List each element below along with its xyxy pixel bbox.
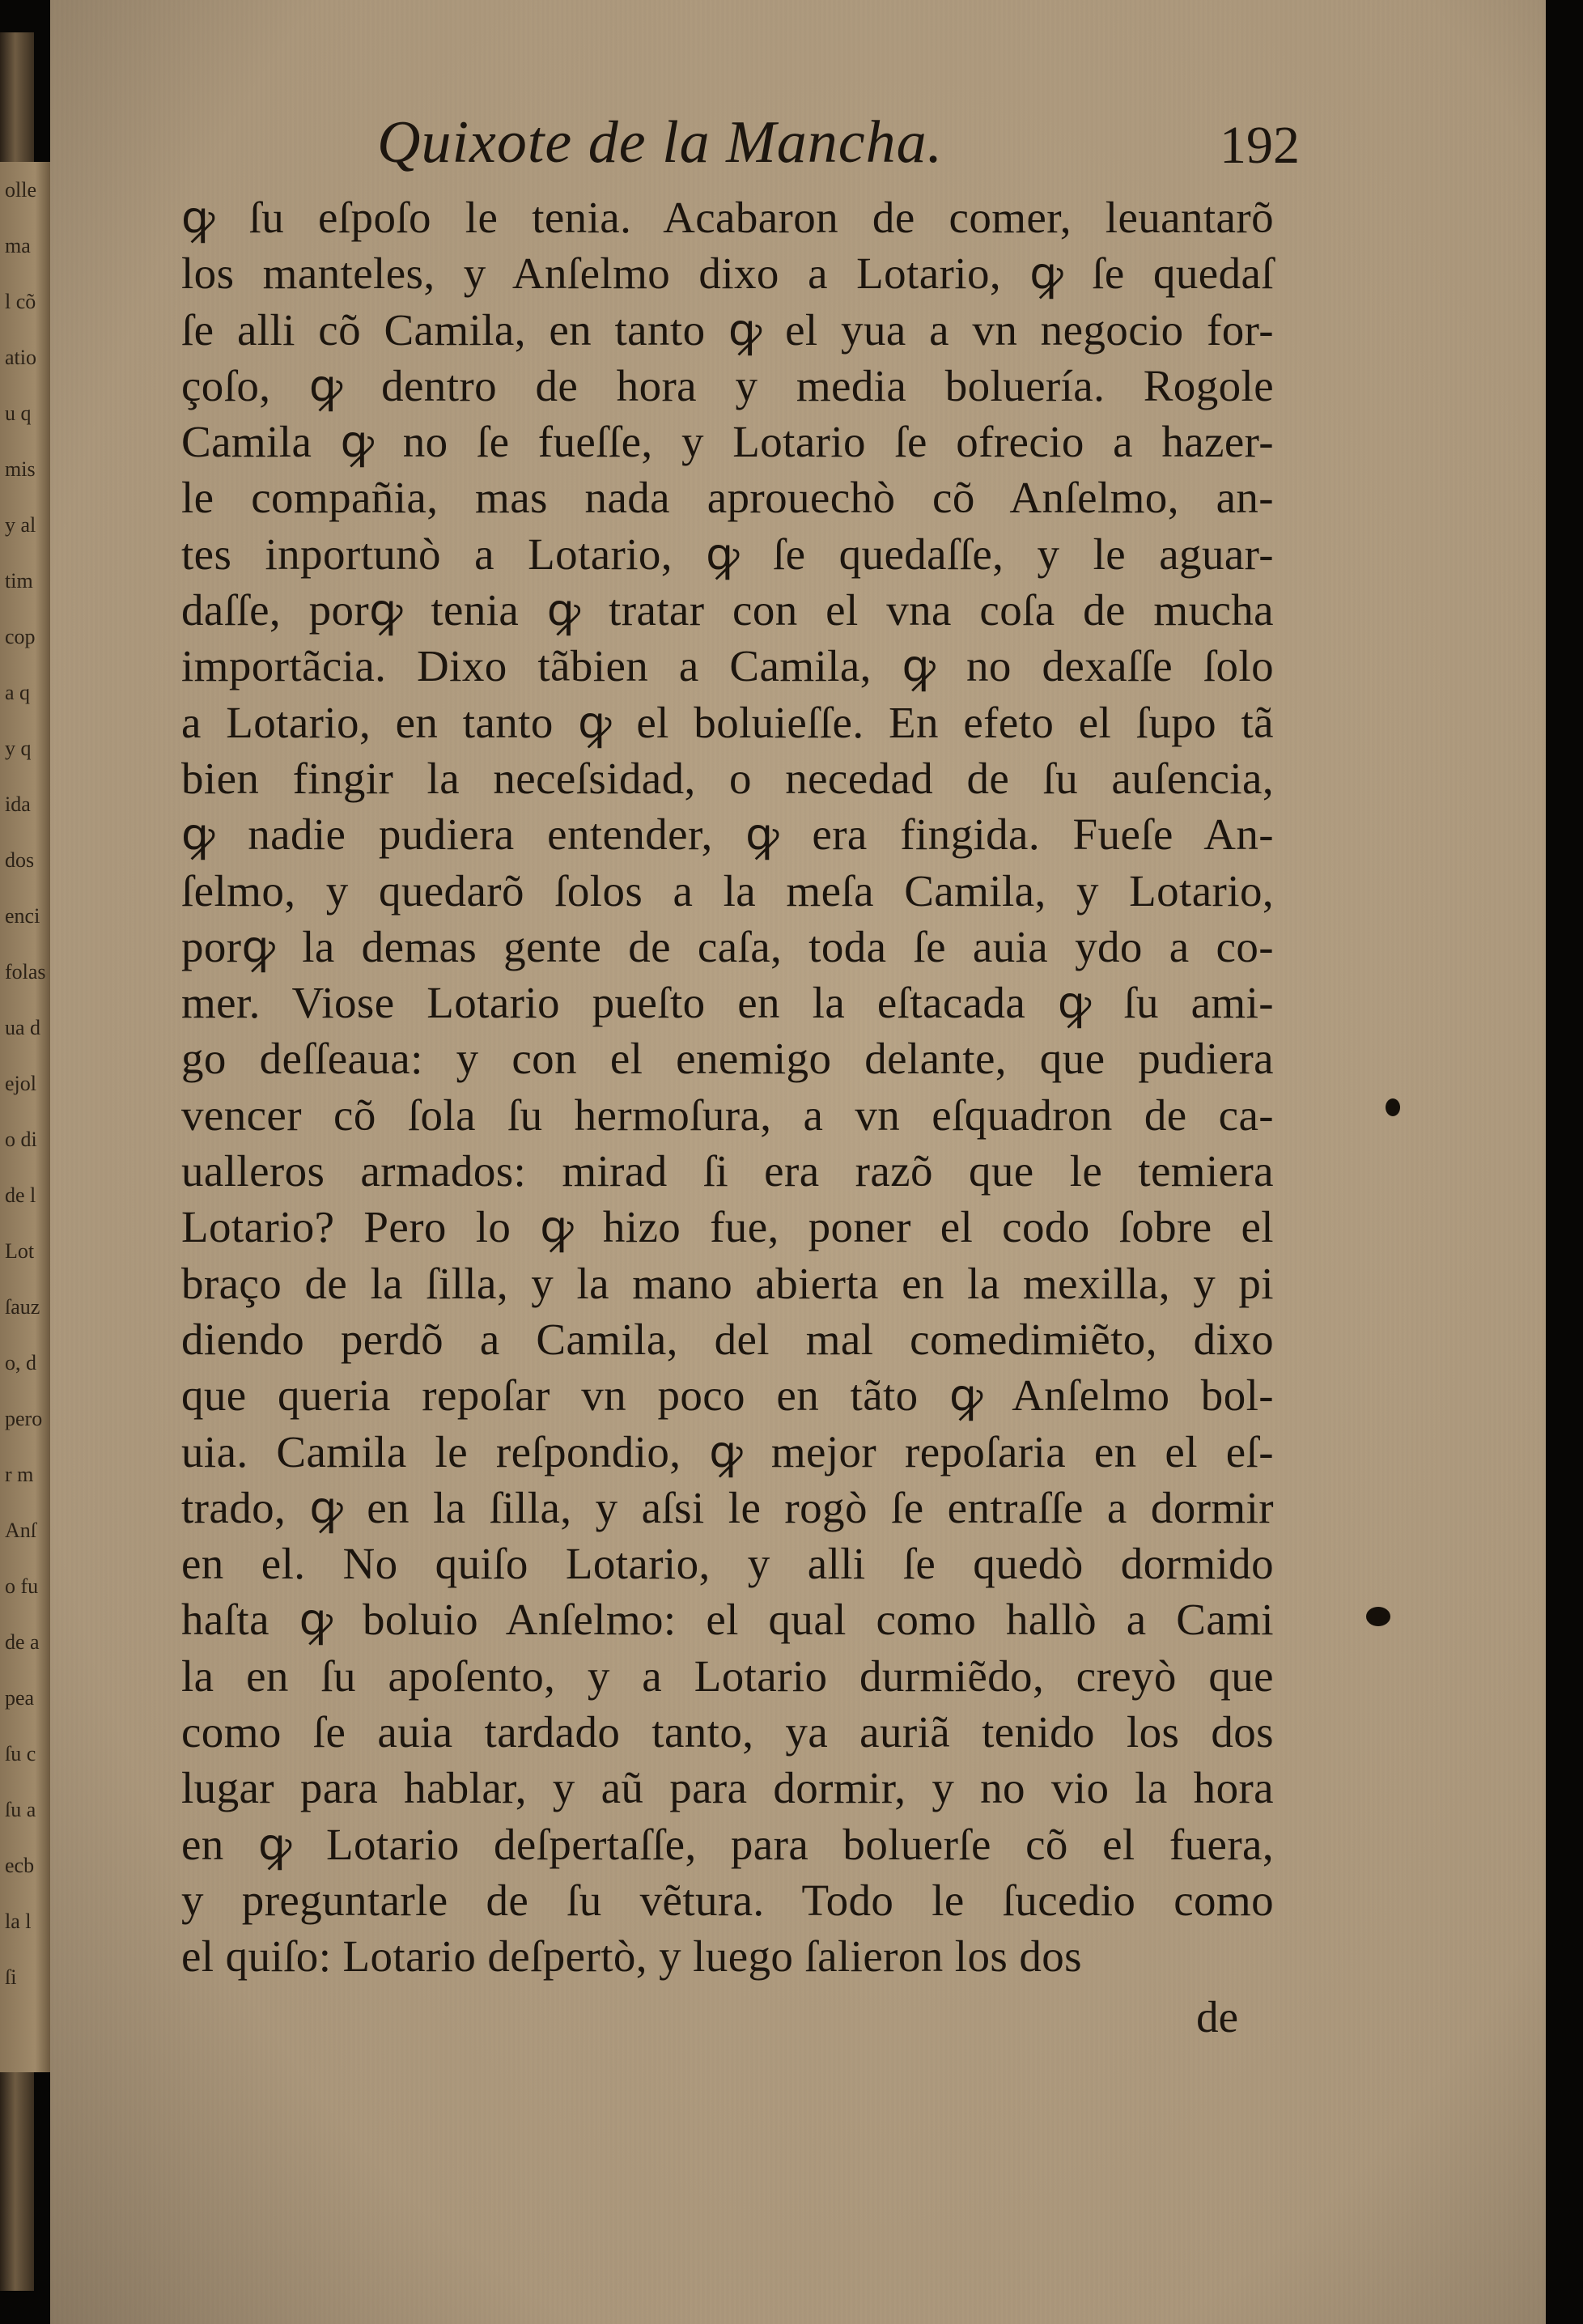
verso-fragment: ſauz [5, 1295, 40, 1319]
text-line: çoſo, ꝙ dentro de hora y media boluería. Rogole [181, 360, 1274, 410]
verso-fragment: la l [5, 1910, 32, 1933]
text-line: a Lotario, en tanto ꝙ el boluieſſe. En efeto el ſupo tã [181, 697, 1274, 747]
verso-fragment: o di [5, 1128, 37, 1151]
text-line: le compañia, mas nada aprouechò cõ Anſelmo, an- [181, 473, 1274, 523]
verso-fragment: y q [5, 737, 32, 760]
text-line: braço de la ſilla, y la mano abierta en la mexilla, y pi [181, 1258, 1274, 1308]
verso-fragment: dos [5, 848, 35, 872]
verso-fragment: o fu [5, 1574, 39, 1598]
folio-number: 192 [1220, 116, 1300, 175]
text-line: en ꝙ Lotario deſpertaſſe, para boluerſe cõ el fuera, [181, 1819, 1274, 1869]
verso-fragment: y al [5, 513, 36, 537]
verso-fragment: pero [5, 1407, 43, 1430]
verso-fragment: Lot [5, 1239, 35, 1263]
text-line: ualleros armados: mirad ſi era razõ que le temiera [181, 1146, 1274, 1196]
verso-fragment: ſu c [5, 1742, 36, 1765]
text-line: la en ſu apoſento, y a Lotario durmiẽdo, creyò que [181, 1651, 1274, 1701]
text-line: y preguntarle de ſu vẽtura. Todo le ſucedio como [181, 1875, 1274, 1925]
verso-fragment: ua d [5, 1016, 41, 1039]
verso-fragment: cop [5, 625, 36, 648]
text-line: mer. Viose Lotario pueſto en la eſtacada ꝙ ſu ami- [181, 978, 1274, 1028]
verso-fragment: de a [5, 1630, 40, 1654]
text-line: que queria repoſar vn poco en tãto ꝙ Anſelmo bol- [181, 1370, 1274, 1421]
page-header [377, 104, 1300, 193]
text-line: en el. No quiſo Lotario, y alli ſe quedò dormido [181, 1539, 1274, 1589]
verso-fragment: enci [5, 904, 40, 928]
text-line: diendo perdõ a Camila, del mal comedimiẽto, dixo [181, 1314, 1274, 1364]
text-line: vencer cõ ſola ſu hermoſura, a vn eſquadron de ca- [181, 1090, 1274, 1140]
verso-fragment: ejol [5, 1072, 36, 1095]
text-line: bien fingir la neceſsidad, o necedad de ſu auſencia, [181, 753, 1274, 803]
text-line: el quiſo: Lotario deſpertò, y luego ſalieron los dos [181, 1931, 1082, 1982]
text-line: Camila ꝙ no ſe fueſſe, y Lotario ſe ofrecio a hazer- [181, 417, 1274, 467]
text-line: los manteles, y Anſelmo dixo a Lotario, ꝙ ſe quedaſ [181, 249, 1274, 299]
text-line: ꝙ nadie pudiera entender, ꝙ era fingida. Fueſe An- [181, 809, 1274, 860]
text-line: como ſe auia tardado tanto, ya auriã tenido los dos [181, 1707, 1274, 1757]
verso-fragment: ecb [5, 1854, 35, 1877]
verso-fragment: pea [5, 1686, 35, 1710]
catchword: de [1196, 1992, 1238, 2041]
text-line: porꝙ la demas gente de caſa, toda ſe auia ydo a co- [181, 921, 1274, 971]
text-line: daſſe, porꝙ tenia ꝙ tratar con el vna coſa de mucha [181, 585, 1274, 635]
verso-fragment: mis [5, 457, 36, 481]
text-line: ſelmo, y quedarõ ſolos a la meſa Camila, y Lotario, [181, 865, 1274, 916]
running-title: Quixote de la Mancha. [377, 109, 944, 176]
text-line: Lotario? Pero lo ꝙ hizo fue, poner el codo ſobre el [181, 1202, 1274, 1252]
text-line: ꝙ ſu eſpoſo le tenia. Acabaron de comer, leuantarõ [181, 193, 1274, 242]
text-line: tes inportunò a Lotario, ꝙ ſe quedaſſe, y le aguar- [181, 529, 1274, 579]
text-line: haſta ꝙ boluio Anſelmo: el qual como hallò a Cami [181, 1595, 1274, 1645]
verso-fragment: ida [5, 792, 31, 816]
verso-fragment: ſi [5, 1965, 17, 1989]
book-page [50, 0, 1546, 2324]
facing-page-strip [0, 162, 50, 2072]
verso-fragment: folas [5, 960, 46, 984]
verso-fragment: atio [5, 346, 36, 369]
verso-fragment: olle [5, 178, 36, 202]
verso-fragment: o, d [5, 1351, 36, 1374]
text-line: uia. Camila le reſpondio, ꝙ mejor repoſaria en el eſ- [181, 1426, 1274, 1476]
verso-fragment: de l [5, 1183, 36, 1207]
verso-fragment: l cõ [5, 290, 36, 313]
text-line: ſe alli cõ Camila, en tanto ꝙ el yua a vn negocio for- [181, 304, 1274, 355]
ink-spot [1386, 1098, 1400, 1116]
verso-fragment: Anſ [5, 1519, 36, 1542]
text-line: lugar para hablar, y aũ para dormir, y no vio la hora [181, 1763, 1274, 1813]
body-text [181, 189, 1274, 1985]
text-line: importãcia. Dixo tãbien a Camila, ꝙ no dexaſſe ſolo [181, 641, 1274, 691]
text-line: go deſſeaua: y con el enemigo delante, que pudiera [181, 1034, 1274, 1084]
text-line: trado, ꝙ en la ſilla, y aſsi le rogò ſe entraſſe a dormir [181, 1482, 1274, 1532]
verso-fragment: tim [5, 569, 33, 593]
ink-spot [1366, 1607, 1390, 1626]
verso-fragment: ma [5, 234, 31, 257]
verso-fragment: r m [5, 1463, 34, 1486]
verso-fragment: u q [5, 401, 32, 425]
verso-fragment: ſu a [5, 1798, 36, 1821]
verso-fragment: a q [5, 681, 31, 704]
